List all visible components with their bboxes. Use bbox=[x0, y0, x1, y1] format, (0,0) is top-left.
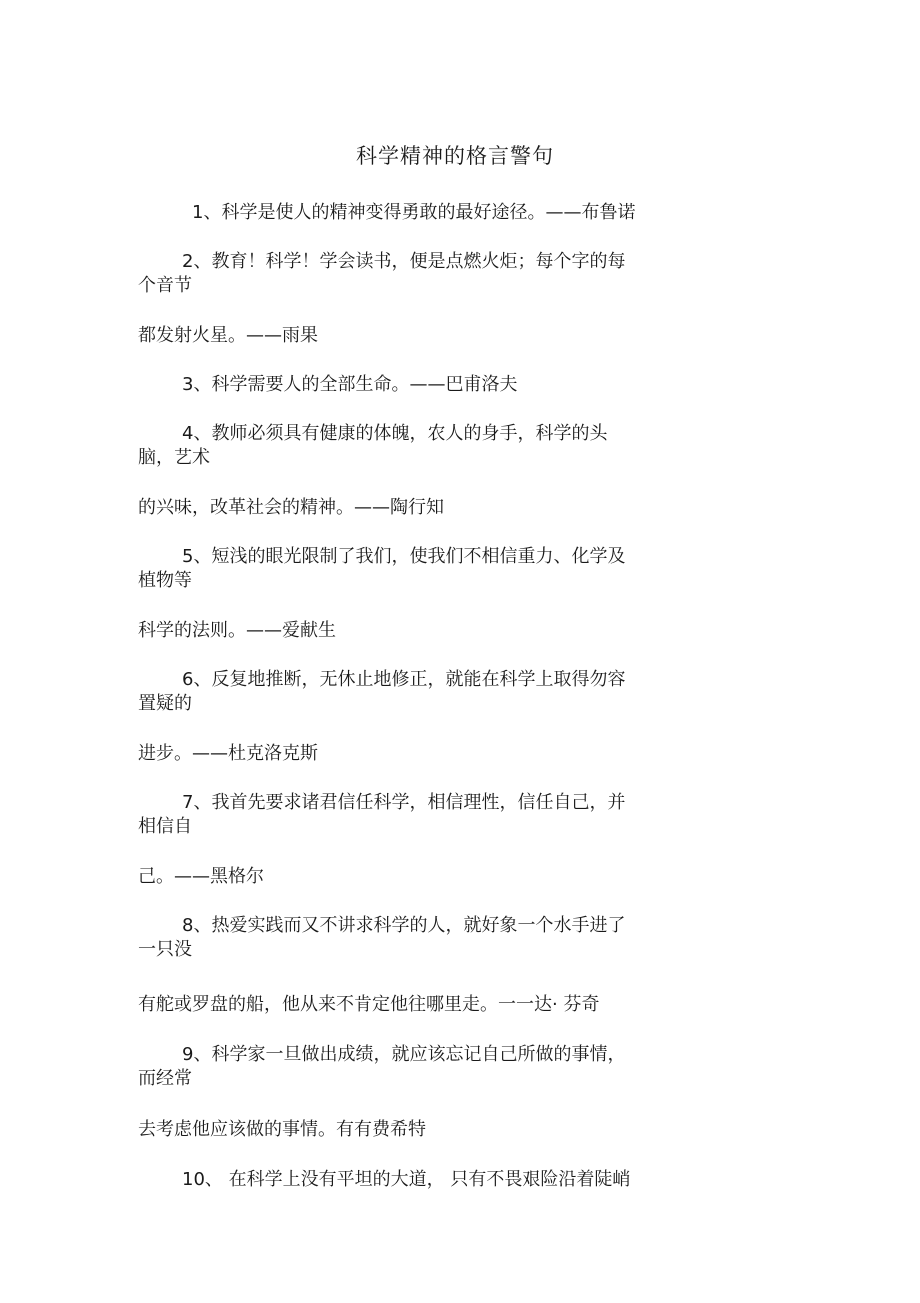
quote-6-line-3: 进步。——杜克洛克斯 bbox=[138, 743, 318, 764]
quote-8-line-1: 8、热爱实践而又不讲求科学的人，就好象一个水手进了 bbox=[182, 915, 626, 936]
quote-4-line-3: 的兴味，改革社会的精神。——陶行知 bbox=[138, 497, 444, 518]
quote-7-line-1: 7、我首先要求诸君信任科学，相信理性，信任自己，并 bbox=[182, 792, 626, 813]
quote-6-line-2: 置疑的 bbox=[138, 693, 192, 714]
quote-8-line-3: 有舵或罗盘的船，他从来不肯定他往哪里走。一一达· 芬奇 bbox=[138, 994, 600, 1015]
quote-2-line-1: 2、教育！科学！学会读书，便是点燃火炬；每个字的每 bbox=[182, 251, 626, 272]
quote-7-line-2: 相信自 bbox=[138, 816, 192, 837]
quote-9-line-1: 9、科学家一旦做出成绩，就应该忘记自己所做的事情， bbox=[182, 1044, 626, 1065]
quote-6-line-1: 6、反复地推断，无休止地修正，就能在科学上取得勿容 bbox=[182, 669, 626, 690]
quote-4-line-1: 4、教师必须具有健康的体魄，农人的身手，科学的头 bbox=[182, 423, 608, 444]
quote-3-line-1: 3、科学需要人的全部生命。——巴甫洛夫 bbox=[182, 374, 518, 395]
quote-7-line-3: 己。——黑格尔 bbox=[138, 866, 264, 887]
quote-2-line-3: 都发射火星。——雨果 bbox=[138, 325, 318, 346]
quote-5-line-2: 植物等 bbox=[138, 570, 192, 591]
quote-4-line-2: 脑，艺术 bbox=[138, 447, 210, 468]
quote-1-line-1: 1、科学是使人的精神变得勇敢的最好途径。——布鲁诺 bbox=[192, 202, 636, 223]
page-title: 科学精神的格言警句 bbox=[356, 144, 554, 168]
quote-2-line-2: 个音节 bbox=[138, 275, 192, 296]
quote-10-line-1: 10、 在科学上没有平坦的大道， 只有不畏艰险沿着陡峭 bbox=[182, 1169, 631, 1190]
quote-9-line-3: 去考虑他应该做的事情。有有费希特 bbox=[138, 1119, 426, 1140]
quote-9-line-2: 而经常 bbox=[138, 1068, 192, 1089]
quote-8-line-2: 一只没 bbox=[138, 939, 192, 960]
quote-5-line-1: 5、短浅的眼光限制了我们，使我们不相信重力、化学及 bbox=[182, 546, 626, 567]
quote-5-line-3: 科学的法则。——爱献生 bbox=[138, 620, 336, 641]
